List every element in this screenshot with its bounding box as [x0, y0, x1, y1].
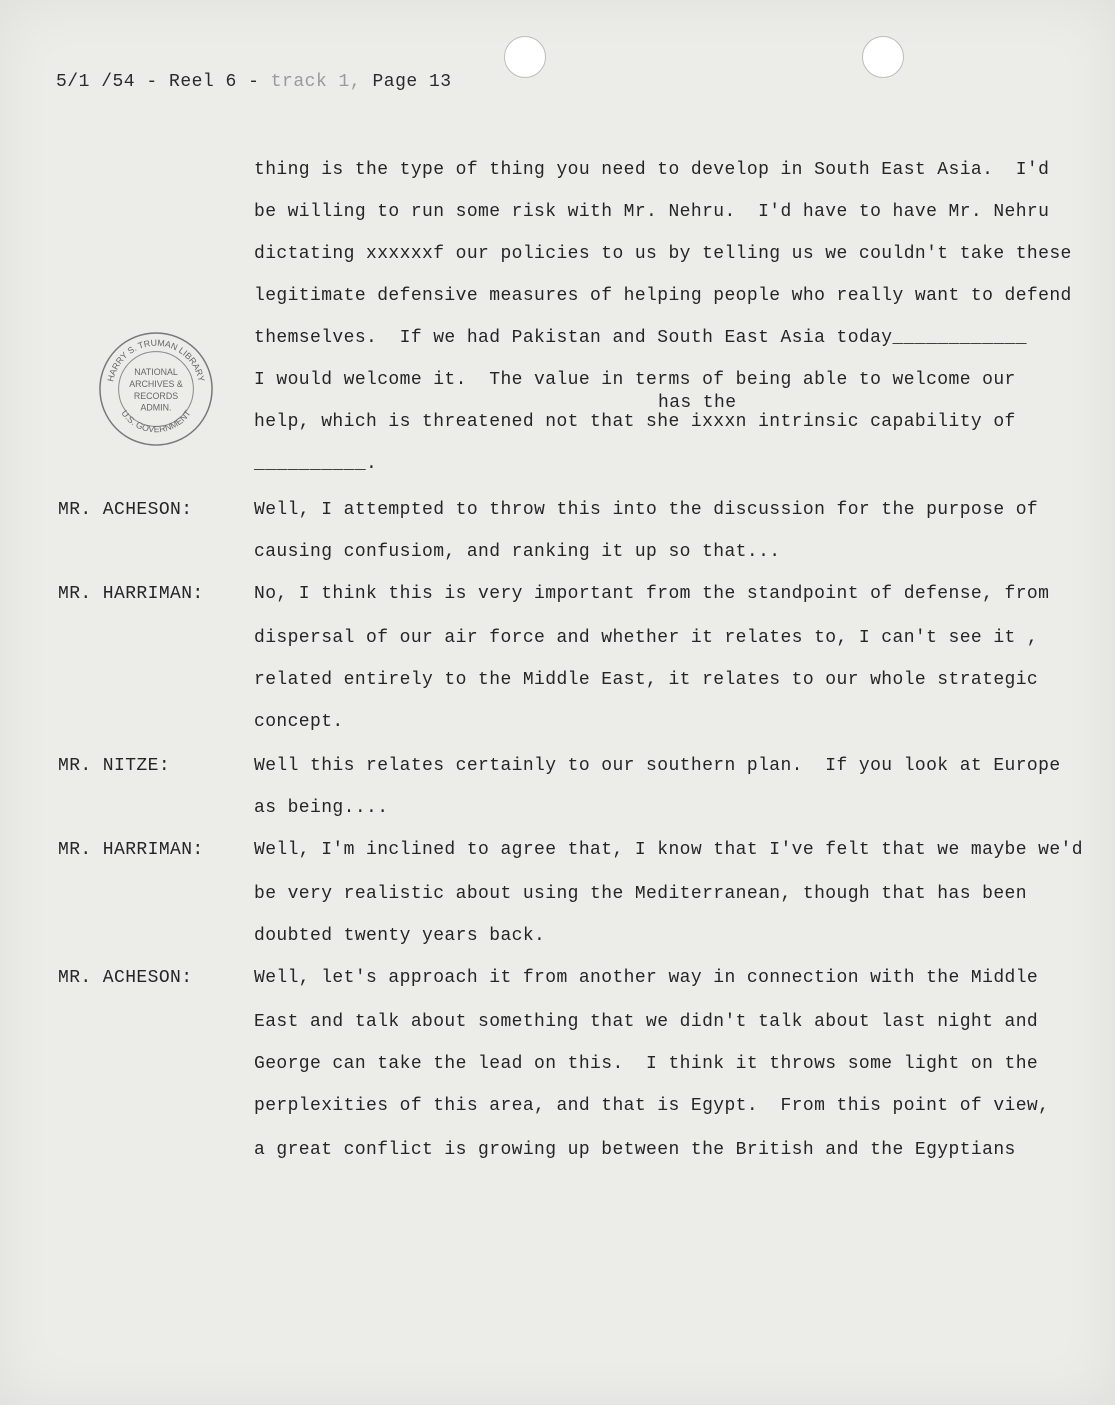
header-date: 5/1 /54 — [56, 72, 136, 92]
text-line: perplexities of this area, and that is Egypt. From this point of view, — [254, 1096, 1050, 1116]
text-line: Well, I attempted to throw this into the discussion for the purpose of — [254, 500, 1039, 520]
stamp-line-1: NATIONAL — [134, 367, 178, 378]
text-line: dictating xxxxxxf our policies to us by telling us we couldn't take these — [254, 244, 1072, 264]
interlinear-insert: has the — [658, 393, 737, 413]
text-line: be very realistic about using the Mediterranean, though that has been — [254, 884, 1027, 904]
text-line: themselves. If we had Pakistan and South East Asia today____________ — [254, 328, 1027, 348]
punch-hole-right — [862, 36, 904, 78]
header-page: Page 13 — [372, 72, 452, 92]
text-line: Well, let's approach it from another way in connection with the Middle — [254, 968, 1039, 988]
text-line: I would welcome it. The value in terms of being able to welcome our — [254, 370, 1016, 390]
text-line: legitimate defensive measures of helping people who really want to defend — [254, 286, 1072, 306]
speaker-label: MR. ACHESON: — [58, 500, 193, 520]
text-line: Well this relates certainly to our southern plan. If you look at Europe — [254, 756, 1061, 776]
text-line: a great conflict is growing up between the British and the Egyptians — [254, 1140, 1016, 1160]
speaker-label: MR. HARRIMAN: — [58, 584, 204, 604]
text-line: dispersal of our air force and whether it relates to, I can't see it , — [254, 628, 1039, 648]
text-line: thing is the type of thing you need to develop in South East Asia. I'd — [254, 160, 1050, 180]
text-line: be willing to run some risk with Mr. Nehru. I'd have to have Mr. Nehru — [254, 202, 1050, 222]
stamp-arc-top: HARRY S. TRUMAN LIBRARY — [105, 337, 207, 383]
text-line: causing confusiom, and ranking it up so that... — [254, 542, 781, 562]
text-line: George can take the lead on this. I think it throws some light on the — [254, 1054, 1039, 1074]
speaker-label: MR. ACHESON: — [58, 968, 193, 988]
punch-hole-left — [504, 36, 546, 78]
text-line: as being.... — [254, 798, 389, 818]
text-line: No, I think this is very important from the standpoint of defense, from — [254, 584, 1050, 604]
text-line: Well, I'm inclined to agree that, I know that I've felt that we maybe we'd — [254, 840, 1083, 860]
text-line: East and talk about something that we didn't talk about last night and — [254, 1012, 1039, 1032]
speaker-label: MR. HARRIMAN: — [58, 840, 204, 860]
stamp-arc-bottom: U.S. GOVERNMENT — [119, 408, 193, 435]
stamp-line-2: ARCHIVES & — [129, 379, 183, 390]
text-line: help, which is threatened not that she ixxxn intrinsic capability of — [254, 412, 1016, 432]
text-line: doubted twenty years back. — [254, 926, 546, 946]
text-line: related entirely to the Middle East, it relates to our whole strategic — [254, 670, 1039, 690]
speaker-label: MR. NITZE: — [58, 756, 171, 776]
archive-stamp — [97, 330, 215, 448]
stamp-line-3: RECORDS — [133, 390, 179, 401]
header-track: track 1, — [270, 72, 362, 92]
text-line: concept. — [254, 712, 344, 732]
text-line: __________. — [254, 454, 378, 474]
header-reel: Reel 6 — [169, 72, 237, 92]
stamp-line-4: ADMIN. — [140, 402, 172, 413]
page-header: 5/1 /54 - Reel 6 - track 1, Page 13 — [56, 72, 452, 92]
